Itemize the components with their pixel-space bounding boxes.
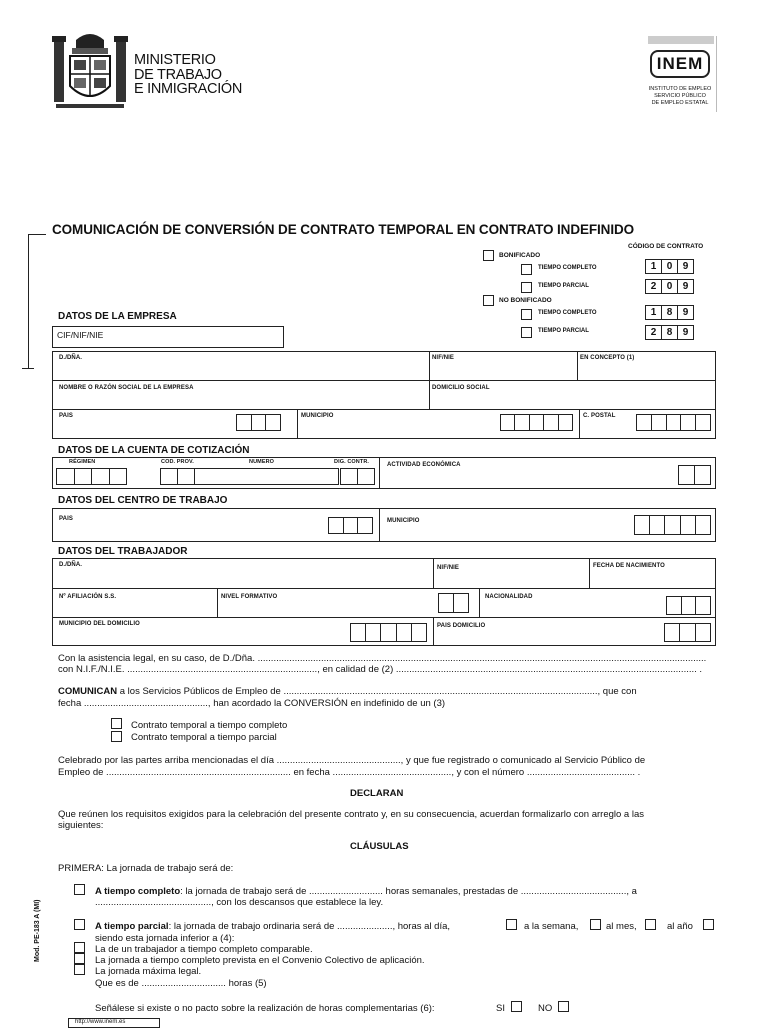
no-bonificado-checkbox[interactable]: [483, 295, 494, 306]
form-model-code: Mod. PE-183 A (MI): [34, 899, 41, 962]
emp-dna-label: D./DÑA.: [59, 355, 83, 361]
trab-nivel-cells[interactable]: [439, 593, 469, 613]
emp-domicilio-label: DOMICILIO SOCIAL: [432, 385, 490, 391]
code-header: CÓDIGO DE CONTRATO: [628, 243, 704, 250]
margin-bracket: [28, 234, 46, 369]
centro-table: [52, 508, 716, 542]
horas-line: Que es de ................................ horas (5): [95, 978, 267, 989]
actividad-label: ACTIVIDAD ECONÓMICA: [387, 462, 461, 468]
empleo-line: Empleo de ...................................................................... en fecha ............................................., y con el número ......................................... .: [58, 767, 641, 778]
trab-pais-cells[interactable]: [665, 623, 711, 642]
jornada-tc-checkbox[interactable]: [74, 884, 85, 895]
trab-nacionalidad-cells[interactable]: [667, 596, 711, 615]
tp-convenio-checkbox[interactable]: [74, 953, 85, 964]
nobon-tp-label: TIEMPO PARCIAL: [538, 328, 589, 334]
bonificado-checkbox[interactable]: [483, 250, 494, 261]
empresa-heading: DATOS DE LA EMPRESA: [58, 311, 177, 322]
centro-municipio-cells[interactable]: [635, 515, 711, 535]
bon-tc-label: TIEMPO COMPLETO: [538, 265, 597, 271]
regimen-cells[interactable]: [57, 468, 127, 485]
tp-comparable-label: La de un trabajador a tiempo completo comparable.: [95, 944, 313, 955]
nif-calidad-line: con N.I.F./N.I.E. ........................................................................, en calidad de (2) .................................................................................................................. .: [58, 664, 703, 675]
semana-checkbox[interactable]: [590, 919, 601, 930]
trab-afiliacion-label: Nº AFILIACIÓN S.S.: [59, 594, 117, 600]
jornada-tc-line2: ............................................, con los descansos que establece la ley.: [95, 897, 384, 908]
tp-comparable-checkbox[interactable]: [74, 942, 85, 953]
jornada-tp-line: A tiempo parcial: la jornada de trabajo ordinaria será de ....................., horas al día,: [95, 921, 451, 932]
fecha-conversion-line: fecha ..............................................., han acordado la CONVERSIÓN en indefinido de un (3): [58, 698, 446, 709]
bon-tp-checkbox[interactable]: [521, 282, 532, 293]
nobon-tc-checkbox[interactable]: [521, 309, 532, 320]
dia-checkbox[interactable]: [506, 919, 517, 930]
trab-nif-label: NIF/NIE: [437, 565, 460, 571]
opt-tp-checkbox[interactable]: [111, 731, 122, 742]
cif-field[interactable]: CIF/NIF/NIE: [52, 326, 284, 348]
anio-checkbox[interactable]: [703, 919, 714, 930]
jornada-tp-checkbox[interactable]: [74, 919, 85, 930]
emp-cp-label: C. POSTAL: [583, 413, 616, 419]
opt-tc-checkbox[interactable]: [111, 718, 122, 729]
cotizacion-heading: DATOS DE LA CUENTA DE COTIZACIÓN: [58, 445, 250, 456]
centro-pais-label: PAIS: [59, 516, 73, 522]
empresa-table: [52, 351, 716, 439]
semana-label: a la semana,: [524, 921, 579, 932]
code-209: 2 0 9: [646, 279, 694, 294]
centro-municipio-label: MUNICIPIO: [387, 518, 420, 524]
inferior-line: siendo esta jornada inferior a (4):: [95, 933, 235, 944]
no-bonificado-label: NO BONIFICADO: [499, 297, 552, 304]
opt-tp-label: Contrato temporal a tiempo parcial: [131, 732, 277, 743]
complementarias-line: Señálese si existe o no pacto sobre la realización de horas complementarias (6):: [95, 1003, 435, 1014]
trab-nacionalidad-label: NACIONALIDAD: [485, 594, 533, 600]
trab-nivel-label: NIVEL FORMATIVO: [221, 594, 278, 600]
nobon-tp-checkbox[interactable]: [521, 327, 532, 338]
numero-label: NUMERO: [249, 459, 275, 465]
regimen-label: RÉGIMEN: [69, 459, 96, 465]
bon-tp-label: TIEMPO PARCIAL: [538, 283, 589, 289]
emp-cp-cells[interactable]: [637, 414, 711, 431]
tp-maxima-label: La jornada máxima legal.: [95, 966, 202, 977]
code-189: 1 8 9: [646, 305, 694, 320]
emp-nif-label: NIF/NIE: [432, 355, 455, 361]
trab-pais-label: PAIS DOMICILIO: [437, 623, 486, 629]
tp-convenio-label: La jornada a tiempo completo prevista en el Convenio Colectivo de aplicación.: [95, 955, 425, 966]
code-109: 1 0 9: [646, 259, 694, 274]
emp-municipio-label: MUNICIPIO: [301, 413, 334, 419]
coat-of-arms-icon: [52, 30, 128, 110]
emp-pais-cells[interactable]: [237, 414, 281, 431]
trab-municipio-label: MUNICIPIO DEL DOMICILIO: [59, 621, 140, 627]
prov-cells[interactable]: [161, 468, 195, 485]
nobon-tc-label: TIEMPO COMPLETO: [538, 310, 597, 316]
opt-tc-label: Contrato temporal a tiempo completo: [131, 720, 288, 731]
inem-logo-text: INEM: [650, 50, 710, 78]
asistencia-line: Con la asistencia legal, en su caso, de D./Dña. ..........................................................................................................................................................................: [58, 653, 707, 664]
centro-heading: DATOS DEL CENTRO DE TRABAJO: [58, 495, 228, 506]
trab-municipio-cells[interactable]: [351, 623, 427, 642]
tp-maxima-checkbox[interactable]: [74, 964, 85, 975]
dig-cells[interactable]: [341, 468, 375, 485]
mes-checkbox[interactable]: [645, 919, 656, 930]
trab-nacimiento-label: FECHA DE NACIMIENTO: [593, 563, 665, 569]
emp-concepto-label: EN CONCEPTO (1): [580, 355, 635, 361]
celebrado-line: Celebrado por las partes arriba mencionadas el día ..............................................., y que fue registrado o comunicado al Servicio Público de: [58, 755, 646, 766]
code-289: 2 8 9: [646, 325, 694, 340]
primera-line: PRIMERA: La jornada de trabajo será de:: [58, 863, 234, 874]
centro-pais-cells[interactable]: [329, 517, 373, 534]
clausulas-heading: CLÁUSULAS: [350, 841, 409, 852]
bonificado-label: BONIFICADO: [499, 252, 541, 259]
emp-pais-label: PAIS: [59, 413, 73, 419]
anio-label: al año: [667, 921, 693, 932]
form-title: COMUNICACIÓN DE CONVERSIÓN DE CONTRATO TEMPORAL EN CONTRATO INDEFINIDO: [52, 222, 635, 237]
comunican-line: COMUNICAN a los Servicios Públicos de Empleo de ......................................................................................................................., que con: [58, 686, 637, 697]
inem-logo: INEM INSTITUTO DE EMPLEO SERVICIO PÚBLICO DE EMPLEO ESTATAL: [646, 36, 717, 112]
requisitos-line: Que reúnen los requisitos exigidos para la celebración del presente contrato y, en su consecuencia, acuerdan formalizarlo con arreglo a las: [58, 809, 644, 820]
cotizacion-table: [52, 457, 716, 489]
emp-municipio-cells[interactable]: [501, 414, 573, 431]
prov-label: COD. PROV.: [161, 459, 194, 465]
bon-tc-checkbox[interactable]: [521, 264, 532, 275]
emp-nombre-label: NOMBRE O RAZÓN SOCIAL DE LA EMPRESA: [59, 385, 194, 391]
siguientes-line: siguientes:: [58, 820, 104, 831]
dig-label: DIG. CONTR.: [334, 459, 370, 465]
mes-label: al mes,: [606, 921, 637, 932]
actividad-cells[interactable]: [679, 465, 711, 485]
no-checkbox[interactable]: [558, 1001, 569, 1012]
margin-bracket-foot: [22, 368, 34, 369]
declaran-heading: DECLARAN: [350, 788, 404, 799]
footer-url-box[interactable]: http://www.inem.es: [68, 1018, 160, 1028]
si-label: SI: [496, 1003, 505, 1014]
no-label: NO: [538, 1003, 553, 1014]
ministry-name: MINISTERIO DE TRABAJO E INMIGRACIÓN: [134, 52, 243, 97]
trabajador-heading: DATOS DEL TRABAJADOR: [58, 546, 188, 557]
trabajador-table: [52, 558, 716, 646]
jornada-tc-line: A tiempo completo: la jornada de trabajo será de ............................ horas semanales, prestadas de ........................................, a: [95, 886, 637, 897]
si-checkbox[interactable]: [511, 1001, 522, 1012]
trab-dna-label: D./DÑA.: [59, 562, 83, 568]
numero-cells[interactable]: [195, 468, 339, 485]
